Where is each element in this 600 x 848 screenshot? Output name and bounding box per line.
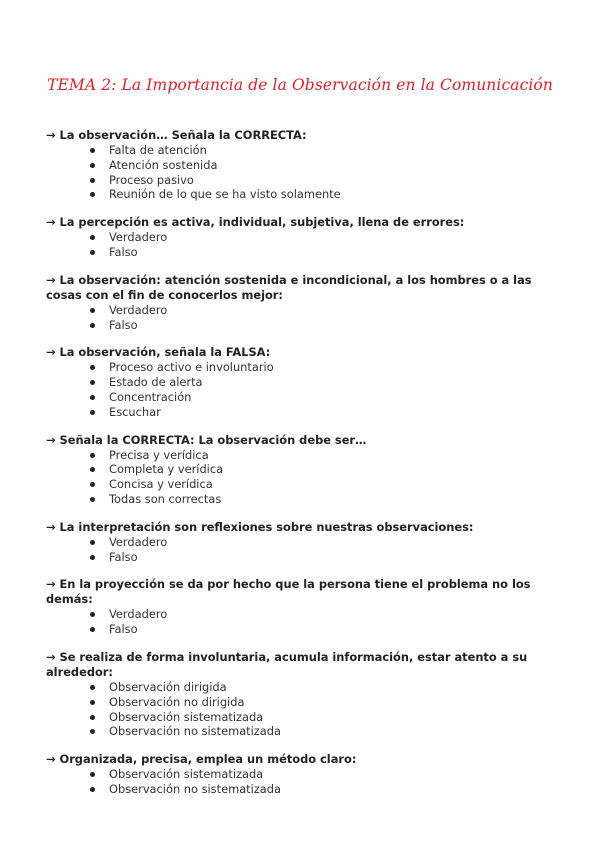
option-list	[46, 680, 556, 739]
option-list	[46, 607, 556, 637]
question-text: → La observación… Señala la CORRECTA:	[46, 128, 307, 142]
option-item: Observación sistematizada	[90, 767, 556, 782]
option-list	[46, 448, 556, 507]
question-text: → En la proyección se da por hecho que la persona tiene el problema no los demás:	[46, 577, 531, 607]
option-item: Falso	[90, 550, 556, 565]
option-list	[46, 230, 556, 260]
question-text: → La observación, señala la FALSA:	[46, 345, 271, 360]
option-item: Verdadero	[90, 607, 556, 622]
question-block	[46, 577, 556, 637]
option-item: Concentración	[90, 390, 556, 405]
question-block	[46, 520, 556, 565]
question-block	[46, 128, 556, 202]
option-list	[46, 535, 556, 565]
question-text: → Señala la CORRECTA: La observación debe ser…	[46, 432, 367, 447]
option-item: Completa y verídica	[90, 462, 556, 477]
question-block	[46, 345, 556, 419]
option-item: Verdadero	[90, 230, 556, 245]
question-block	[46, 273, 556, 333]
option-item: Concisa y verídica	[90, 477, 556, 492]
option-item: Observación dirigida	[90, 680, 556, 695]
question-block	[46, 650, 556, 739]
option-list	[46, 303, 556, 333]
option-item: Observación no sistematizada	[90, 782, 556, 797]
option-item: Falso	[90, 245, 556, 260]
question-text: → Organizada, precisa, emplea un método claro:	[46, 752, 357, 767]
question-block	[46, 433, 556, 507]
option-item: Todas son correctas	[90, 492, 556, 507]
option-list	[46, 767, 556, 797]
question-text: → La observación: atención sostenida e incondicional, a los hombres o a las cosas con el fin de conocerlos mejor:	[46, 272, 532, 302]
document-title: TEMA 2: La Importancia de la Observación en la Comunicación	[47, 76, 553, 94]
option-item: Observación no sistematizada	[90, 724, 556, 739]
option-item: Observación no dirigida	[90, 695, 556, 710]
option-item: Verdadero	[90, 303, 556, 318]
option-item: Precisa y verídica	[90, 448, 556, 463]
option-item: Escuchar	[90, 405, 556, 420]
question-block	[46, 752, 556, 797]
question-text: → Se realiza de forma involuntaria, acumula información, estar atento a su alrededor:	[46, 649, 528, 679]
question-text: → La percepción es activa, individual, subjetiva, llena de errores:	[46, 215, 465, 230]
option-item: Falso	[90, 318, 556, 333]
option-item: Proceso activo e involuntario	[90, 360, 556, 375]
question-block	[46, 215, 556, 260]
option-item: Estado de alerta	[90, 375, 556, 390]
option-list	[46, 143, 556, 202]
option-item: Falso	[90, 622, 556, 637]
question-text: → La interpretación son reflexiones sobre nuestras observaciones:	[46, 519, 474, 534]
question-list	[46, 128, 556, 810]
option-item: Atención sostenida	[90, 158, 556, 173]
option-item: Verdadero	[90, 535, 556, 550]
option-item: Reunión de lo que se ha visto solamente	[90, 187, 556, 202]
option-item: Proceso pasivo	[90, 173, 556, 188]
option-list	[46, 360, 556, 419]
option-item: Observación sistematizada	[90, 710, 556, 725]
option-item: Falta de atención	[90, 143, 556, 158]
